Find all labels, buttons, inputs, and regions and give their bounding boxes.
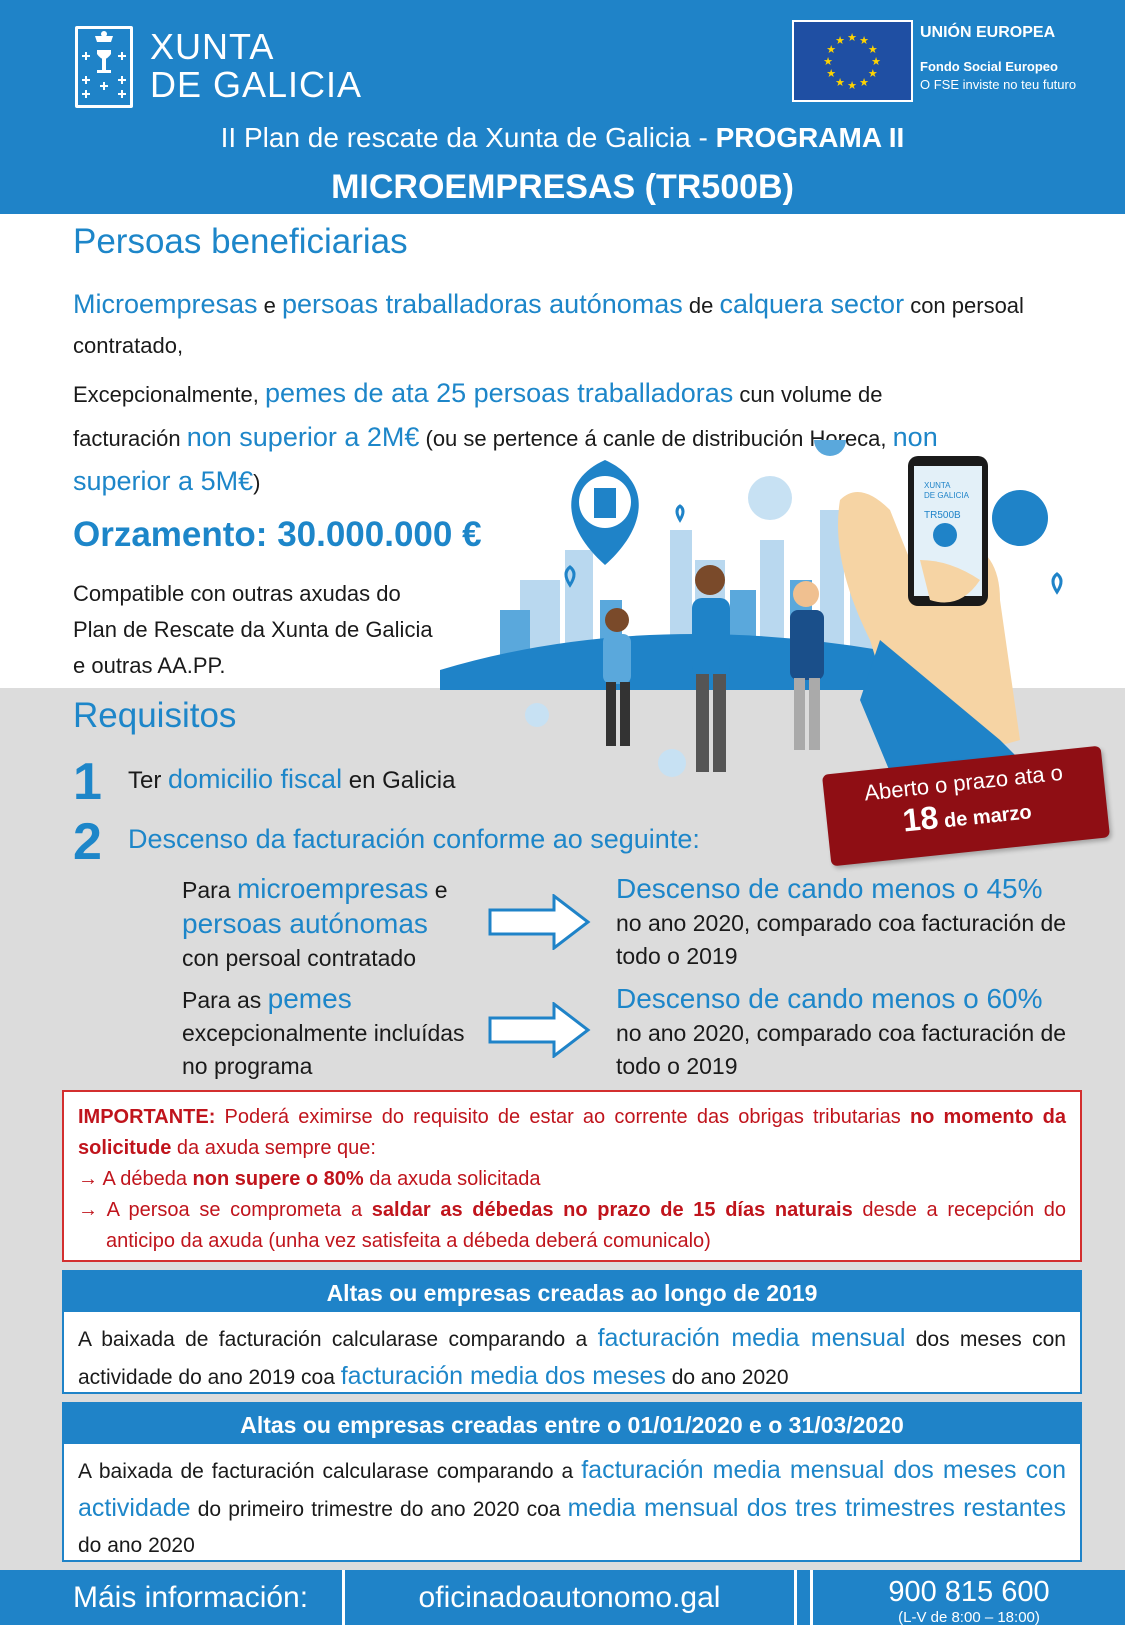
deco-circle [814,440,846,456]
header-banner [0,0,1125,214]
info-box-title: Altas ou empresas creadas ao longo de 2019 [64,1272,1080,1312]
website-link[interactable]: oficinadoautonomo.gal [342,1570,797,1625]
footer-bar [0,1570,1125,1625]
requirements-heading: Requisitos [73,696,237,735]
eu-star-icon: ★ [859,35,869,48]
eu-flag-icon [792,20,913,102]
arrow-right-icon [488,1002,592,1058]
requirement-number-1: 1 [73,753,102,811]
arrow-right-icon [488,894,592,950]
info-box-body: A baixada de facturación calcularase comparando a facturación media mensual dos meses con actividade do primeiro trimestre do ano 2020 coa media mensual dos tres trimestres restantes do ano 2020 [78,1456,1067,1557]
svg-text:TR500B: TR500B [924,510,961,521]
info-box-2019 [62,1270,1082,1394]
plan-subtitle: II Plan de rescate da Xunta de Galicia - PROGRAMA II [220,122,905,153]
condition-1-target: Para microempresas e persoas autónomas con persoal contratado [182,873,448,971]
svg-text:XUNTA: XUNTA [924,481,951,490]
condition-1-result: Descenso de cando menos o 45% no ano 2020, comparado coa facturación de todo o 2019 [616,873,1067,969]
deadline-badge: Aberto o prazo ata o 18 de marzo [822,746,1110,867]
eu-star-icon: ★ [826,68,837,80]
beneficiaries-text-1: Microempresas e persoas traballadoras autónomas de calquera sector con persoal contratado, [73,289,1024,358]
eu-star-icon: ★ [871,56,881,68]
beneficiaries-heading: Persoas beneficiarias [73,222,408,261]
beneficiaries-text-2: Excepcionalmente, pemes de ata 25 persoas traballadoras cun volume de facturación non superior a 2M€ (ou se pertence á canle de distribución Horeca, non superior a 5M€) [73,378,938,496]
eu-star-icon: ★ [847,80,857,92]
eu-star-icon: ★ [859,76,869,89]
svg-text:DE GALICIA: DE GALICIA [924,491,969,500]
eu-fund-label: UNIÓN EUROPEA Fondo Social Europeo O FSE inviste no teu futuro [920,24,1077,92]
eu-star-icon: ★ [847,32,857,44]
requirement-1: Ter domicilio fiscal en Galicia [128,764,456,794]
eu-star-icon: ★ [835,35,845,48]
eu-star-icon: ★ [867,68,878,80]
condition-2-result: Descenso de cando menos o 60% no ano 2020, comparado coa facturación de todo o 2019 [616,983,1067,1079]
condition-2-target: Para as pemes excepcionalmente incluídas no programa [182,983,465,1079]
xunta-shield-logo [75,26,133,108]
info-box-body: A baixada de facturación calcularase comparando a facturación media mensual dos meses con actividade do ano 2019 coa facturación media dos meses do ano 2020 [78,1324,1066,1390]
eu-star-icon: ★ [835,76,845,89]
phone-contact[interactable]: 900 815 600 (L-V de 8:00 – 18:00) [810,1570,1125,1625]
eu-star-icon: ★ [823,56,833,68]
eu-star-icon: ★ [826,44,837,56]
xunta-logo-text: XUNTA DE GALICIA [150,26,363,105]
info-box-title: Altas ou empresas creadas entre o 01/01/2020 e o 31/03/2020 [64,1404,1080,1444]
requirement-number-2: 2 [73,813,102,871]
location-pin-icon [571,460,639,565]
info-box-2020 [62,1402,1082,1562]
important-notice: IMPORTANTE: Poderá eximirse do requisito de estar ao corrente das obrigas tributarias no momento da solicitude da axuda sempre que: → A débeda non supere o 80% da axuda solicitada → A persoa se comprometa a saldar as débedas no prazo de 15 días naturais desde a recepción do anticipo da axuda (unha vez satisfeita a débeda deberá comunicalo) [62,1090,1082,1262]
requirement-2: Descenso da facturación conforme ao seguinte: [128,824,700,854]
page-title: MICROEMPRESAS (TR500B) [331,168,794,206]
compatibility-note: Compatible con outras axudas do Plan de Rescate da Xunta de Galicia e outras AA.PP. [73,581,433,678]
more-info-label: Máis información: [0,1570,330,1625]
eu-star-icon: ★ [867,44,878,56]
budget-amount: Orzamento: 30.000.000 € [73,515,482,554]
